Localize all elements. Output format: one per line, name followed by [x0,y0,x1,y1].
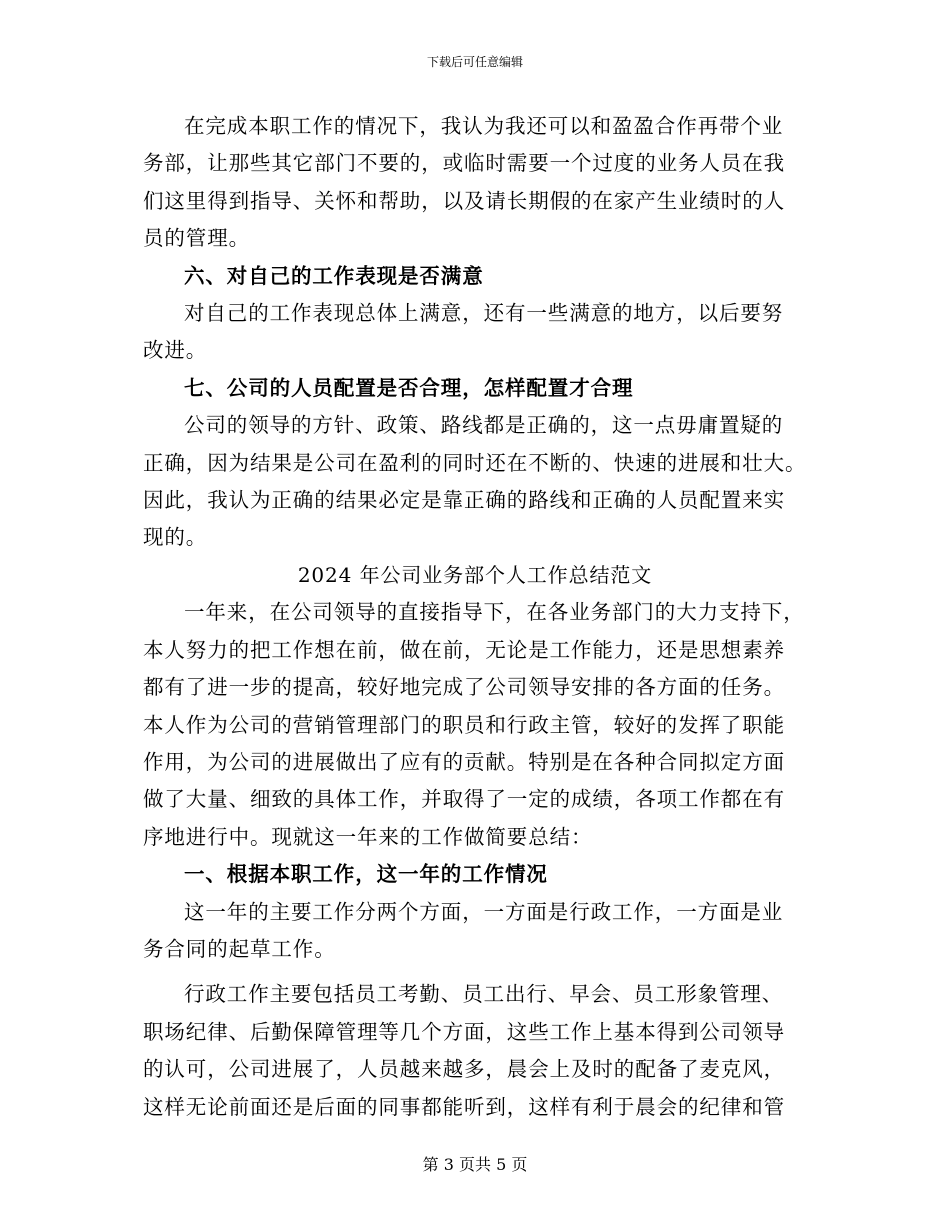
text-line: 一年来，在公司领导的直接指导下，在各业务部门的大力支持下， [184,600,805,625]
text-line: 都有了进一步的提高，较好地完成了公司领导安排的各方面的任务。 [143,675,785,700]
page-footer: 第 3 页共 5 页 [422,1155,528,1174]
paragraph-1 [143,108,807,258]
text-line: 们这里得到指导、关怀和帮助，以及请长期假的在家产生业绩时的人 [143,188,785,213]
text-line: 本人努力的把工作想在前，做在前，无论是工作能力，还是思想素养 [143,637,785,662]
text-line: 本人作为公司的营销管理部门的职员和行政主管，较好的发挥了职能 [143,712,785,737]
text-line: 做了大量、细致的具体工作，并取得了一定的成绩，各项工作都在有 [143,787,785,812]
page-header: 下载后可任意编辑 [426,55,523,69]
paragraph-3 [143,407,807,557]
text-line: 对自己的工作表现总体上满意，还有一些满意的地方，以后要努 [184,301,784,326]
text-line: 这样无论前面还是后面的同事都能听到，这样有利于晨会的纪律和管 [143,1094,785,1119]
paragraph-6 [143,976,807,1126]
text-line: 务合同的起草工作。 [143,936,336,961]
section-heading-6: 六、对自己的工作表现是否满意 [184,263,484,288]
text-line: 职场纪律、后勤保障管理等几个方面，这些工作上基本得到公司领导 [143,1019,785,1044]
text-line: 务部，让那些其它部门不要的，或临时需要一个过度的业务人员在我 [143,151,785,176]
text-line: 正确，因为结果是公司在盈利的同时还在不断的、快速的进展和壮大。 [143,450,807,475]
text-line: 这一年的主要工作分两个方面，一方面是行政工作，一方面是业 [184,899,784,924]
text-line: 的认可，公司进展了，人员越来越多，晨会上及时的配备了麦克风， [143,1057,785,1082]
section-heading-7: 七、公司的人员配置是否合理，怎样配置才合理 [184,375,634,400]
text-line: 现的。 [143,525,208,550]
document-body [143,108,807,1126]
text-line: 公司的领导的方针、政策、路线都是正确的，这一点毋庸置疑的 [184,413,784,438]
paragraph-4 [143,594,807,856]
text-line: 在完成本职工作的情况下，我认为我还可以和盈盈合作再带个业 [184,114,784,138]
paragraph-5 [143,894,807,969]
paragraph-2 [143,295,807,370]
text-line: 行政工作主要包括员工考勤、员工出行、早会、员工形象管理、 [184,982,784,1007]
text-line: 序地进行中。现就这一年来的工作做简要总结： [143,824,593,849]
document-title: 2024 年公司业务部个人工作总结范文 [297,562,653,587]
section-heading-1: 一、根据本职工作，这一年的工作情况 [184,862,548,887]
text-line: 因此，我认为正确的结果必定是靠正确的路线和正确的人员配置来实 [143,488,785,513]
text-line: 作用，为公司的进展做出了应有的贡献。特别是在各种合同拟定方面 [143,749,785,774]
text-line: 员的管理。 [143,226,250,251]
text-line: 改进。 [143,338,208,363]
